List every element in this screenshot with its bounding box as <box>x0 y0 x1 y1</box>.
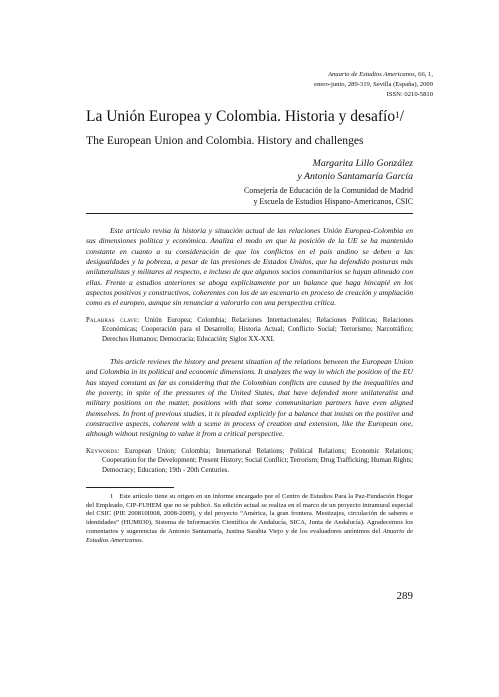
keywords-text: European Union; Colombia; International Relations; Political Relations; Economic Relations; Cooperation for the Development; Present History; Social Conflict; Terrorism; Drug Trafficking; Human Rights; Democracy; Education; 19th - 20th Centuries. <box>102 448 413 474</box>
footnote-1 <box>86 493 413 545</box>
journal-issn: ISSN: 0210-5810 <box>386 91 433 98</box>
keywords-english <box>86 447 413 475</box>
author-affiliation <box>133 186 413 207</box>
header-divider <box>86 213 413 214</box>
keywords-label: Keywords: <box>86 448 120 455</box>
abstract-english: This article reviews the history and present situation of the relations between the European Union and Colombia in its political and economic dimensions. It analyzes the way in which the position of the EU has stayed constant as far as considering that the Colombian conflicts are caused by the inequalities and the poverty, in spite of the pressures of the United States, that have defended more unilateralist and military positions on the matter, positions with that some communitarian partners have even aligned themselves. In front of previous studies, it is pleaded explicitly for a balance that insists on the positive and constructive aspects, coherent with a scene in process of creation and extension, like the European one, although without resigning to value it from a critical perspective. <box>86 357 413 439</box>
journal-issue: enero-junio, 289-319, Sevilla (España), 2009 <box>314 81 433 88</box>
article-title-spanish <box>86 108 426 126</box>
title-text: La Unión Europea y Colombia. Historia y desafío <box>86 108 396 125</box>
author-1: Margarita Lillo González <box>312 158 413 169</box>
affiliation-line-2: y Escuela de Estudios Hispano-Americanos, CSIC <box>253 196 413 206</box>
journal-volume: , 66, 1, <box>414 71 433 78</box>
affiliation-line-1: Consejería de Educación de la Comunidad de Madrid <box>244 186 413 195</box>
footnote-text: Este artículo tiene su origen en un informe encargado por el Centro de Estudios Para la Paz-Fundación Hogar del Empleado, CIP-FUHEM que no se publicó. Su edición actual se realiza en el marco de un proyecto intramural especial del CSIC (PIE 200810I008, 2008-2009), y del proyecto “América, la gran frontera. Mestizajes, circulación de saberes e identidades” (HUM030), Sistema de Información Científica de Andalucía, SICA, Junta de Andalucía). Agradecemos los comentarios y sugerencias de Antonio Santamaría, Justina Sarabia Viejo y de los evaluadores anónimos del <box>86 493 413 535</box>
page-number: 289 <box>396 590 413 602</box>
title-footnote-mark[interactable]: 1 <box>395 110 400 120</box>
article-title-english: The European Union and Colombia. History and challenges <box>86 134 364 147</box>
footnote-number: 1 <box>110 493 114 500</box>
footnote-divider <box>86 487 174 488</box>
keywords-text: Unión Europea; Colombia; Relaciones Internacionales; Relaciones Políticas; Relaciones Económicas; Cooperación para el Desarrollo; Historia Actual; Conflicto Social; Terrorismo; Narcotráfico; Derechos Humanos; Democracia; Educación; Siglos XX-XXI. <box>102 317 413 343</box>
abstract-spanish: Este artículo revisa la historia y situación actual de las relaciones Unión Europea-Colombia en sus dimensiones política y económica. Analiza el modo en que la posición de la UE se ha mantenido constante en cuanto a su consideración de que los conflictos en el país andino se deben a las desigualdades y la pobreza, a pesar de las presiones de Estados Unidos, que ha defendido posturas más unilateralistas y militares al respecto, e incluso de que algunos socios comunitarios se hayan alineado con ellas. Frente a estudios anteriores se aboga explícitamente por un balance que haga hincapié en los aspectos positivos y constructivos, coherentes con los de un escenario en proceso de creación y ampliación como es el europeo, aunque sin renunciar a valorarlo con una perspectiva crítica. <box>86 226 413 308</box>
journal-header <box>173 70 433 100</box>
keywords-label: Palabras clave: <box>86 317 140 324</box>
title-slash: / <box>399 108 404 125</box>
keywords-spanish <box>86 316 413 344</box>
journal-citation-line <box>173 70 433 80</box>
journal-name: Anuario de Estudios Americanos <box>327 71 415 78</box>
footnote-journal-name: Anuario de Estudios Americanos <box>86 527 413 544</box>
author-2: y Antonio Santamaría García <box>297 171 413 182</box>
author-list <box>153 157 413 183</box>
footnote-end: . <box>141 536 144 544</box>
